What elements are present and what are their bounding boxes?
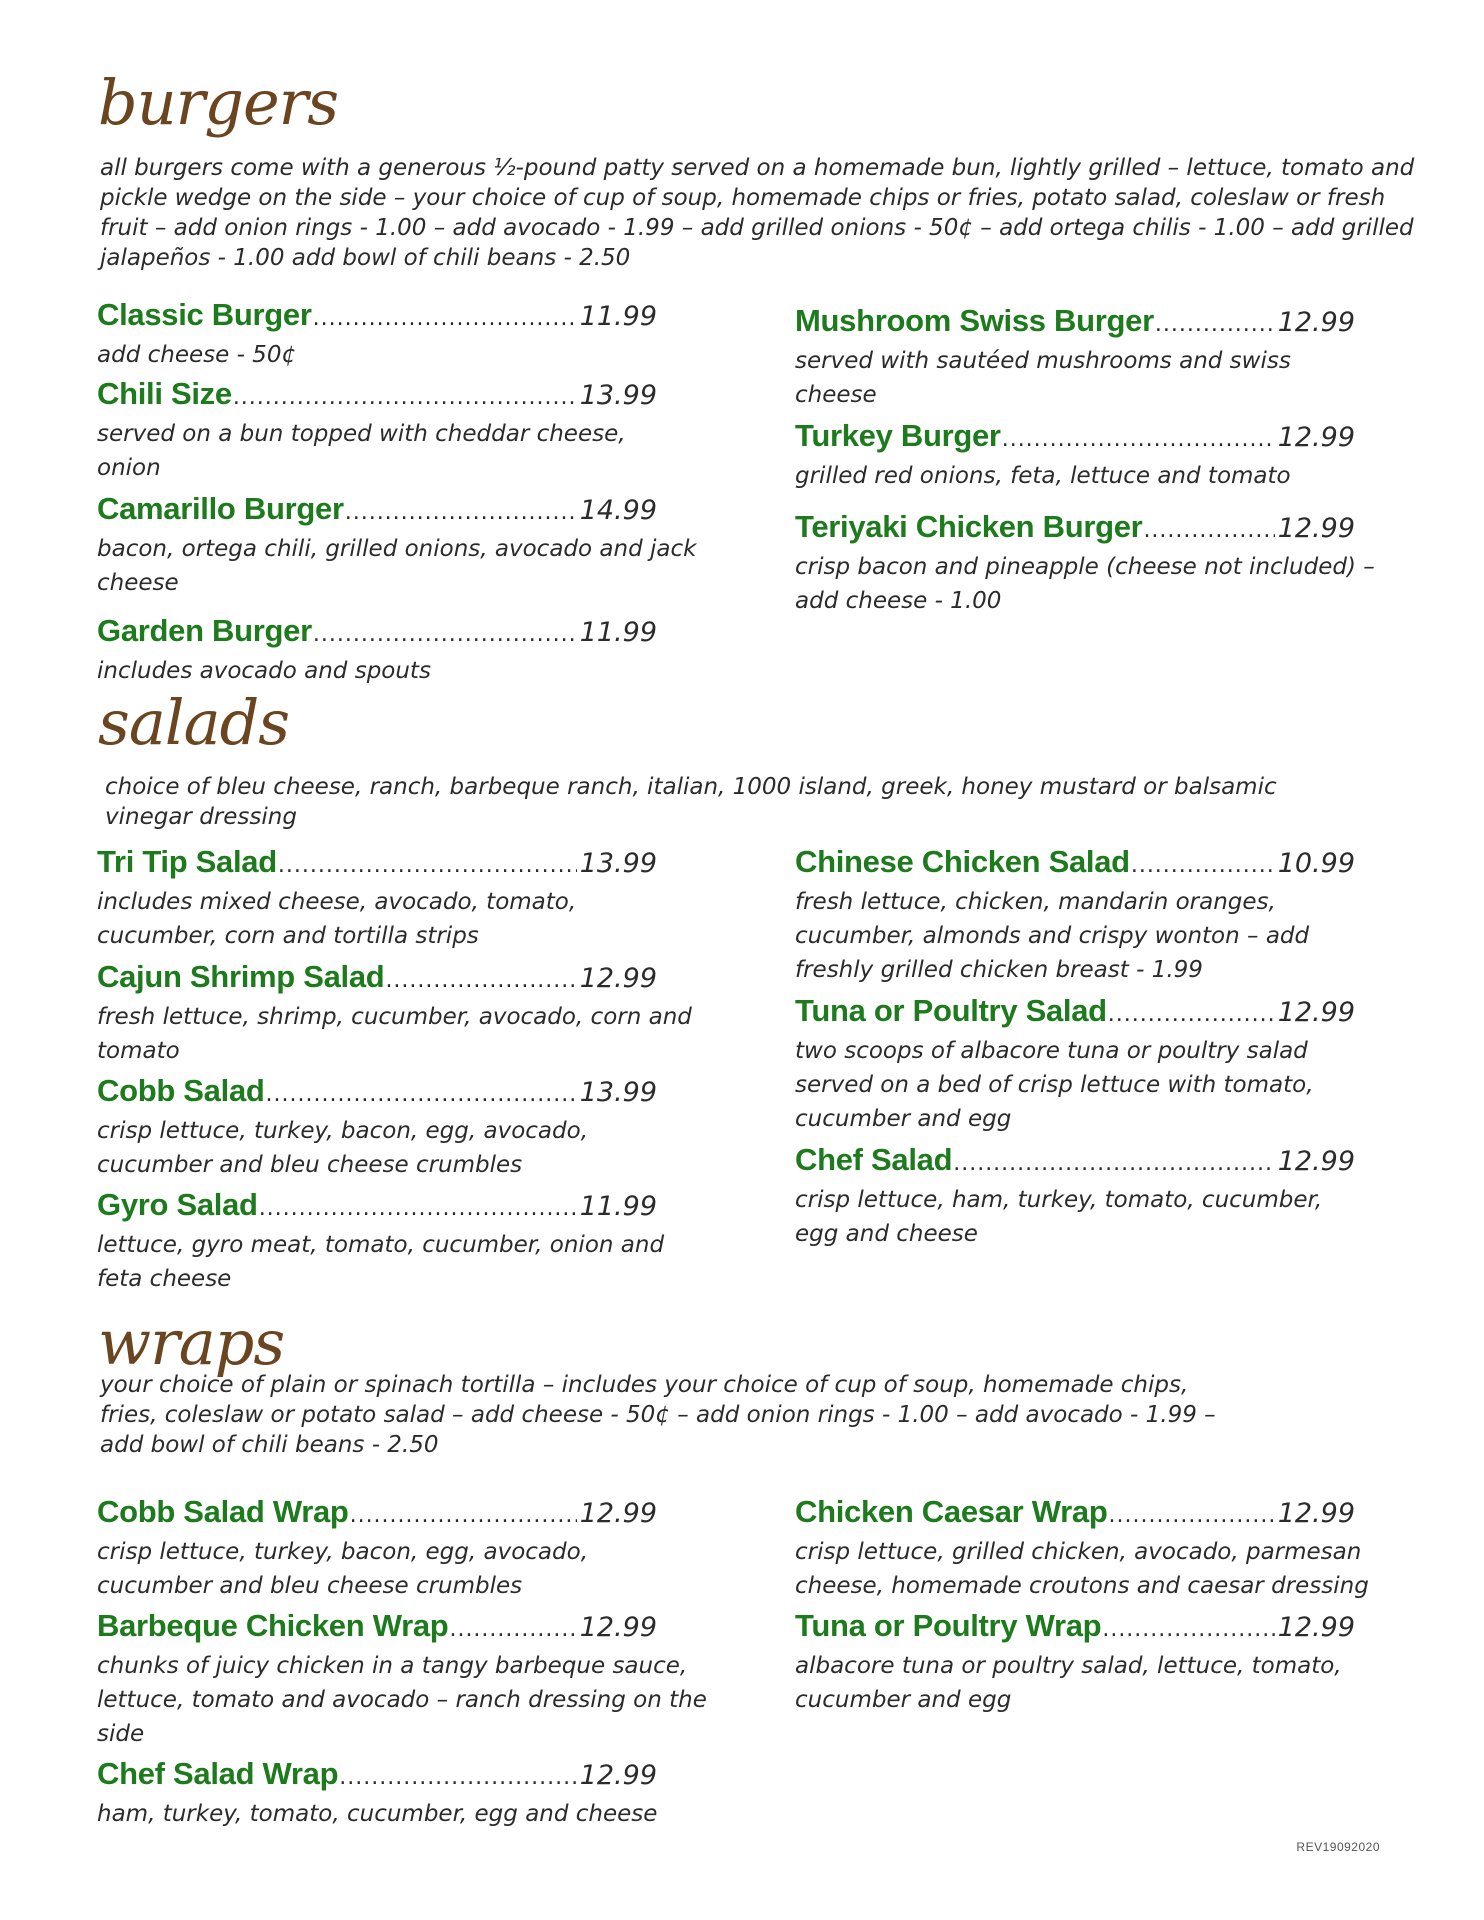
menu-item [97, 843, 657, 953]
menu-item [795, 1493, 1369, 1603]
item-description: crisp lettuce, ham, turkey, tomato, cucumber, egg and cheese [795, 1187, 1323, 1247]
item-name: Chef Salad [795, 1142, 953, 1177]
item-description: crisp lettuce, turkey, bacon, egg, avocado, cucumber and bleu cheese crumbles [97, 1539, 589, 1599]
item-name: Chef Salad Wrap [97, 1756, 339, 1791]
item-price: 13.99 [579, 1077, 657, 1108]
menu-item [795, 508, 1375, 618]
menu-item [97, 958, 692, 1068]
burgers-intro: all burgers come with a generous ½-pound patty served on a homemade bun, lightly grilled – lettuce, tomato and pickle wedge on the side – your choice of cup of soup, homemade chips or fries, potato salad, coleslaw or fresh fruit – add onion rings - 1.00 – add avocado - 1.99 – add grilled onions - 50¢ – add ortega chilis - 1.00 – add grilled jalapeños - 1.00 add bowl of chili beans - 2.50 [100, 155, 1415, 271]
salads-title: salads [98, 686, 290, 759]
wraps-intro: your choice of plain or spinach tortilla – includes your choice of cup of soup, homemade chips, fries, coleslaw or potato salad – add cheese - 50¢ – add onion rings - 1.00 – add avocado - 1.99 – add bowl of chili beans - 2.50 [100, 1372, 1216, 1458]
item-description: crisp lettuce, turkey, bacon, egg, avocado, cucumber and bleu cheese crumbles [97, 1118, 589, 1178]
menu-item [795, 302, 1355, 412]
item-description: fresh lettuce, shrimp, cucumber, avocado, corn and tomato [97, 1004, 692, 1064]
item-price: 13.99 [579, 848, 657, 879]
item-name: Garden Burger [97, 613, 312, 648]
salads-intro: choice of bleu cheese, ranch, barbeque ranch, italian, 1000 island, greek, honey mustard or balsamic vinegar dressing [105, 774, 1277, 830]
menu-item [97, 1072, 657, 1182]
item-price: 12.99 [1277, 307, 1355, 338]
item-name: Classic Burger [97, 297, 312, 332]
item-description: ham, turkey, tomato, cucumber, egg and cheese [97, 1801, 658, 1827]
menu-item [97, 1755, 657, 1831]
menu-item [97, 490, 697, 600]
item-description: grilled red onions, feta, lettuce and tomato [795, 463, 1291, 489]
item-description: two scoops of albacore tuna or poultry salad served on a bed of crisp lettuce with tomato, cucumber and egg [795, 1038, 1314, 1132]
item-price: 12.99 [579, 1760, 657, 1791]
menu-item [795, 417, 1355, 493]
item-price: 12.99 [1277, 422, 1355, 453]
item-price: 12.99 [1277, 1146, 1355, 1177]
item-name: Camarillo Burger [97, 491, 344, 526]
menu-item [795, 1141, 1355, 1251]
item-price: 12.99 [579, 963, 657, 994]
item-price: 12.99 [1277, 513, 1355, 544]
item-price: 14.99 [579, 495, 657, 526]
item-price: 12.99 [1277, 997, 1355, 1028]
item-name: Tuna or Poultry Wrap [795, 1608, 1102, 1643]
item-name: Mushroom Swiss Burger [795, 303, 1154, 338]
item-name: Teriyaki Chicken Burger [795, 509, 1143, 544]
item-price: 10.99 [1277, 848, 1355, 879]
item-description: bacon, ortega chili, grilled onions, avocado and jack cheese [97, 536, 697, 596]
item-description: lettuce, gyro meat, tomato, cucumber, onion and feta cheese [97, 1232, 665, 1292]
item-description: add cheese - 50¢ [97, 342, 297, 368]
item-description: crisp lettuce, grilled chicken, avocado, parmesan cheese, homemade croutons and caesar dressing [795, 1539, 1369, 1599]
item-name: Turkey Burger [795, 418, 1001, 453]
item-price: 12.99 [1277, 1498, 1355, 1529]
item-name: Cobb Salad [97, 1073, 265, 1108]
menu-item [97, 296, 657, 372]
item-price: 12.99 [1277, 1612, 1355, 1643]
item-name: Cobb Salad Wrap [97, 1494, 349, 1529]
item-description: albacore tuna or poultry salad, lettuce, tomato, cucumber and egg [795, 1653, 1342, 1713]
item-name: Tri Tip Salad [97, 844, 277, 879]
menu-item [97, 1186, 665, 1296]
item-price: 13.99 [579, 380, 657, 411]
item-description: fresh lettuce, chicken, mandarin oranges, cucumber, almonds and crispy wonton – add freshly grilled chicken breast - 1.99 [795, 889, 1310, 983]
item-name: Barbeque Chicken Wrap [97, 1608, 449, 1643]
item-description: includes mixed cheese, avocado, tomato, cucumber, corn and tortilla strips [97, 889, 577, 949]
item-price: 11.99 [579, 301, 657, 332]
menu-item [97, 375, 657, 485]
item-description: crisp bacon and pineapple (cheese not included) – add cheese - 1.00 [795, 554, 1375, 614]
item-price: 11.99 [579, 617, 657, 648]
wraps-title: wraps [98, 1306, 285, 1379]
item-name: Chicken Caesar Wrap [795, 1494, 1108, 1529]
menu-item [795, 992, 1355, 1136]
item-description: chunks of juicy chicken in a tangy barbeque sauce, lettuce, tomato and avocado – ranch dressing on the side [97, 1653, 707, 1747]
menu-item [795, 843, 1355, 987]
menu-item [97, 1607, 707, 1751]
item-description: served on a bun topped with cheddar cheese, onion [97, 421, 626, 481]
item-name: Tuna or Poultry Salad [795, 993, 1107, 1028]
item-name: Chili Size [97, 376, 232, 411]
item-name: Gyro Salad [97, 1187, 258, 1222]
menu-item [97, 1493, 657, 1603]
burgers-title: burgers [98, 66, 339, 139]
item-price: 11.99 [579, 1191, 657, 1222]
item-name: Chinese Chicken Salad [795, 844, 1130, 879]
item-price: 12.99 [579, 1612, 657, 1643]
item-description: served with sautéed mushrooms and swiss cheese [795, 348, 1291, 408]
revision-code: REV19092020 [1296, 1840, 1380, 1854]
item-name: Cajun Shrimp Salad [97, 959, 385, 994]
item-description: includes avocado and spouts [97, 658, 431, 684]
menu-item [97, 612, 657, 688]
menu-item [795, 1607, 1355, 1717]
item-price: 12.99 [579, 1498, 657, 1529]
